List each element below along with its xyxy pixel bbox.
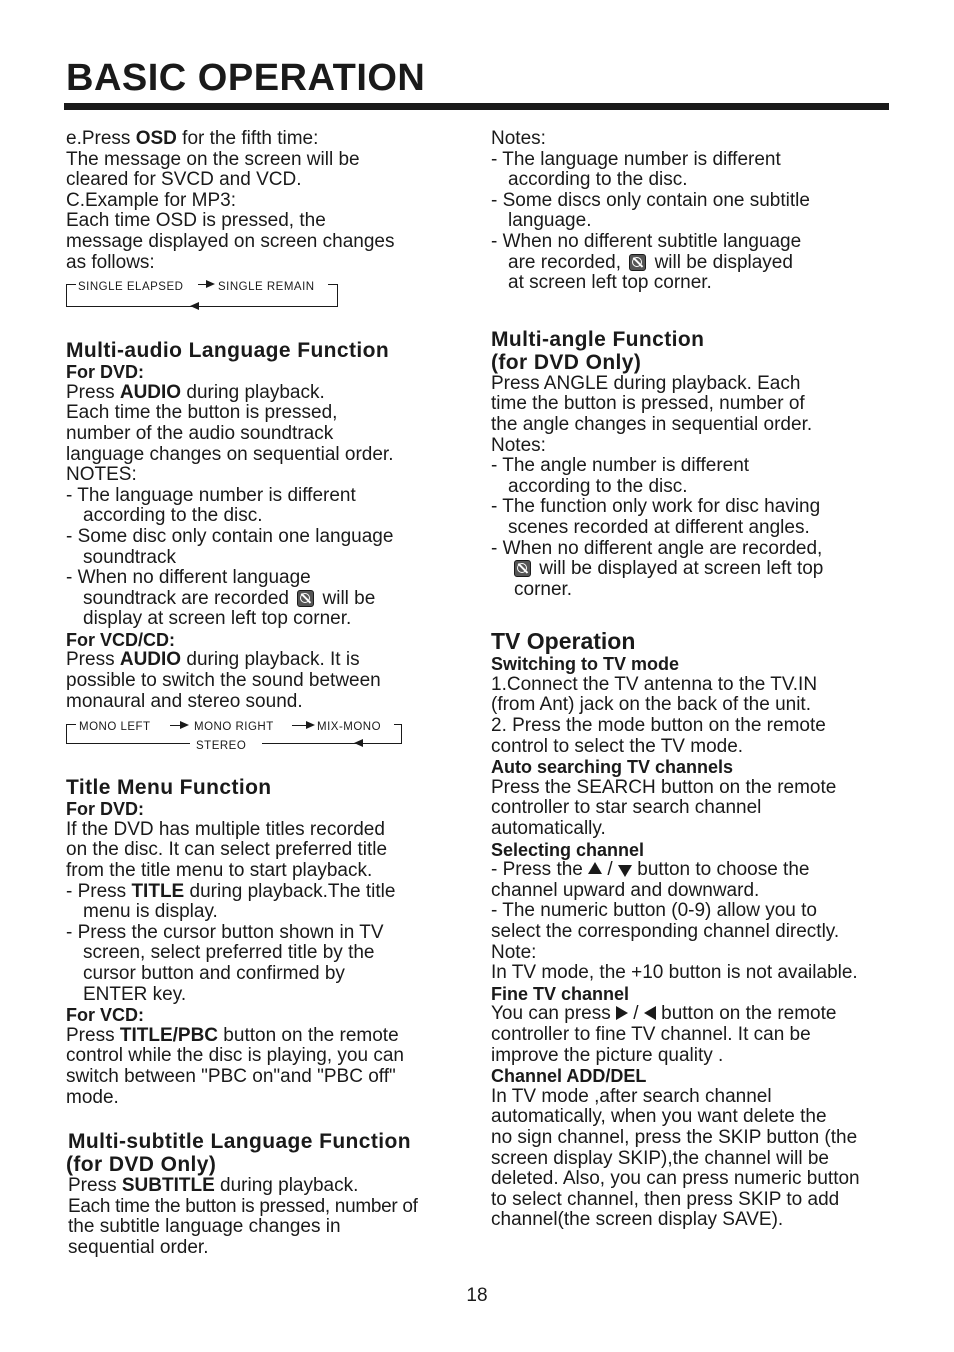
subtitle-notes-label: Notes: — [491, 128, 546, 149]
no-function-icon — [514, 560, 531, 577]
tv-auto-heading: Auto searching TV channels — [491, 757, 734, 778]
angle-note-2b: scenes recorded at different angles. — [508, 516, 810, 538]
page-title: BASIC OPERATION — [66, 57, 426, 99]
subtitle-heading: Multi-subtitle Language Function — [68, 1130, 411, 1154]
audio-v1: Press AUDIO during playback. It is — [66, 649, 360, 671]
subtitle-p2: Each time the button is pressed, number of — [68, 1195, 418, 1217]
tv-d1: In TV mode ,after search channel — [491, 1085, 772, 1107]
audio-note-1: - The language number is different — [66, 484, 356, 506]
subtitle-note-2b: language. — [508, 210, 592, 232]
right-column — [491, 129, 889, 1231]
title-menu-p2: on the disc. It can select preferred title — [66, 839, 388, 861]
subtitle-note-1b: according to the disc. — [508, 169, 688, 191]
angle-notes-label: Notes: — [491, 434, 546, 456]
osd-line-6: message displayed on screen changes — [66, 230, 395, 252]
subtitle-note-3: - When no different subtitle language — [491, 230, 802, 252]
triangle-right-icon — [616, 1006, 628, 1020]
diagram-label-single-remain: SINGLE REMAIN — [218, 281, 315, 294]
tv-f2: controller to fine TV channel. It can be — [491, 1023, 811, 1045]
title-menu-b2: - Press the cursor button shown in TV — [66, 921, 384, 943]
tv-d4: screen display SKIP),the channel will be — [491, 1147, 829, 1169]
tv-c5: Note: — [491, 941, 537, 963]
tv-d6: to select channel, then press SKIP to add — [491, 1188, 840, 1210]
title-menu-v3: switch between "PBC on"and "PBC off" — [66, 1065, 396, 1087]
audio-for-vcd: For VCD/CD: — [66, 629, 175, 650]
tv-select-heading: Selecting channel — [491, 839, 645, 860]
osd-line-4: C.Example for MP3: — [66, 189, 236, 211]
title-menu-v4: mode. — [66, 1086, 119, 1108]
diagram-label-single-elapsed: SINGLE ELAPSED — [78, 281, 184, 294]
tv-d3: no sign channel, press the SKIP button (the — [491, 1126, 858, 1148]
angle-p1: Press ANGLE during playback. Each — [491, 372, 801, 394]
title-menu-v1: Press TITLE/PBC button on the remote — [66, 1024, 399, 1046]
tv-s3: 2. Press the mode button on the remote — [491, 715, 826, 737]
tv-c2: channel upward and downward. — [491, 879, 760, 901]
audio-p2: Each time the button is pressed, — [66, 402, 338, 424]
triangle-left-icon — [644, 1006, 656, 1020]
tv-s4: control to select the TV mode. — [491, 735, 744, 757]
tv-fine-heading: Fine TV channel — [491, 983, 630, 1004]
subtitle-note-3c: at screen left top corner. — [508, 272, 712, 294]
subtitle-p4: sequential order. — [68, 1236, 209, 1258]
title-menu-b1b: menu is display. — [83, 901, 218, 923]
title-menu-b2c: cursor button and confirmed by — [83, 963, 345, 984]
arrow-left-icon — [190, 302, 199, 310]
tv-a2: controller to star search channel — [491, 797, 762, 819]
audio-notes-label: NOTES: — [66, 464, 137, 486]
angle-note-3c: corner. — [514, 578, 573, 600]
angle-p3: the angle changes in sequential order. — [491, 413, 813, 435]
audio-heading: Multi-audio Language Function — [66, 339, 390, 363]
diagram-label-mono-right: MONO RIGHT — [194, 721, 274, 734]
audio-v2: possible to switch the sound between — [66, 670, 381, 692]
no-function-icon — [629, 254, 646, 271]
title-menu-for-dvd: For DVD: — [66, 799, 144, 820]
tv-c1: - Press the / button to choose the — [491, 859, 810, 881]
title-menu-heading: Title Menu Function — [66, 776, 272, 800]
left-column — [66, 129, 466, 1259]
diagram-label-mono-left: MONO LEFT — [79, 721, 151, 734]
subtitle-note-2: - Some discs only contain one subtitle — [491, 189, 810, 211]
title-menu-v2: control while the disc is playing, you can — [66, 1045, 404, 1067]
triangle-down-icon — [618, 865, 632, 877]
audio-note-2: - Some disc only contain one language — [66, 525, 394, 547]
subtitle-p1: Press SUBTITLE during playback. — [68, 1175, 359, 1197]
audio-v3: monaural and stereo sound. — [66, 690, 303, 712]
osd-line-2: The message on the screen will be — [66, 148, 360, 170]
title-menu-p3: from the title menu to start playback. — [66, 860, 373, 882]
diagram-label-mix-mono: MIX-MONO — [317, 721, 382, 734]
title-menu-b2b: screen, select preferred title by the — [83, 942, 375, 964]
angle-note-3b: will be displayed at screen left top — [491, 559, 889, 580]
tv-d5: deleted. Also, you can press numeric button — [491, 1168, 860, 1190]
arrow-left-icon — [354, 739, 363, 747]
tv-d2: automatically, when you want delete the — [491, 1106, 827, 1128]
audio-note-1b: according to the disc. — [83, 505, 263, 527]
tv-c6: In TV mode, the +10 button is not available. — [491, 962, 858, 984]
angle-note-1: - The angle number is different — [491, 455, 750, 477]
vcd-audio-cycle-diagram — [66, 716, 402, 753]
osd-line-3: cleared for SVCD and VCD. — [66, 169, 302, 191]
tv-s1: 1.Connect the TV antenna to the TV.IN — [491, 673, 818, 695]
page-number: 18 — [466, 1285, 488, 1306]
osd-line-1: e.Press OSD for the fifth time: — [66, 128, 319, 149]
triangle-up-icon — [588, 862, 602, 874]
audio-p4: language changes on sequential order. — [66, 443, 394, 465]
tv-f3: improve the picture quality . — [491, 1044, 724, 1066]
audio-p1: Press AUDIO during playback. — [66, 381, 325, 403]
angle-note-2: - The function only work for disc having — [491, 496, 821, 518]
diagram-label-stereo: STEREO — [196, 740, 247, 753]
title-menu-b1: - Press TITLE during playback.The title — [66, 880, 396, 902]
audio-note-2b: soundtrack — [83, 546, 176, 568]
audio-p3: number of the audio soundtrack — [66, 422, 334, 444]
tv-s2: (from Ant) jack on the back of the unit. — [491, 694, 811, 716]
tv-a3: automatically. — [491, 818, 606, 840]
osd-line-5: Each time OSD is pressed, the — [66, 210, 326, 232]
tv-heading: TV Operation — [491, 628, 636, 655]
title-menu-p1: If the DVD has multiple titles recorded — [66, 818, 385, 840]
tv-d7: channel(the screen display SAVE). — [491, 1209, 784, 1231]
osd-line-7: as follows: — [66, 251, 155, 273]
title-menu-for-vcd: For VCD: — [66, 1005, 144, 1026]
subtitle-note-3b: are recorded, will be displayed — [508, 251, 793, 273]
tv-switch-heading: Switching to TV mode — [491, 654, 679, 675]
audio-for-dvd: For DVD: — [66, 362, 144, 383]
audio-note-3b: soundtrack are recorded will be — [83, 587, 376, 609]
tv-adddel-heading: Channel ADD/DEL — [491, 1066, 647, 1087]
subtitle-heading-2: (for DVD Only) — [66, 1153, 217, 1177]
tv-c3: - The numeric button (0-9) allow you to — [491, 900, 817, 922]
tv-a1: Press the SEARCH button on the remote — [491, 776, 837, 798]
no-function-icon — [297, 590, 314, 607]
angle-note-1b: according to the disc. — [508, 475, 688, 497]
title-menu-b2d: ENTER key. — [83, 983, 187, 1005]
angle-p2: time the button is pressed, number of — [491, 393, 805, 415]
angle-note-3: - When no different angle are recorded, — [491, 537, 823, 559]
title-rule — [64, 103, 889, 110]
angle-heading-2: (for DVD Only) — [491, 350, 642, 374]
audio-note-3c: display at screen left top corner. — [83, 608, 352, 630]
subtitle-p3: the subtitle language changes in — [68, 1216, 341, 1238]
audio-note-3: - When no different language — [66, 567, 311, 589]
angle-heading: Multi-angle Function — [491, 327, 705, 351]
mp3-osd-cycle-diagram — [66, 277, 338, 313]
tv-f1: You can press / button on the remote — [491, 1003, 837, 1025]
tv-c4: select the corresponding channel directly. — [491, 921, 840, 942]
subtitle-note-1: - The language number is different — [491, 148, 781, 170]
